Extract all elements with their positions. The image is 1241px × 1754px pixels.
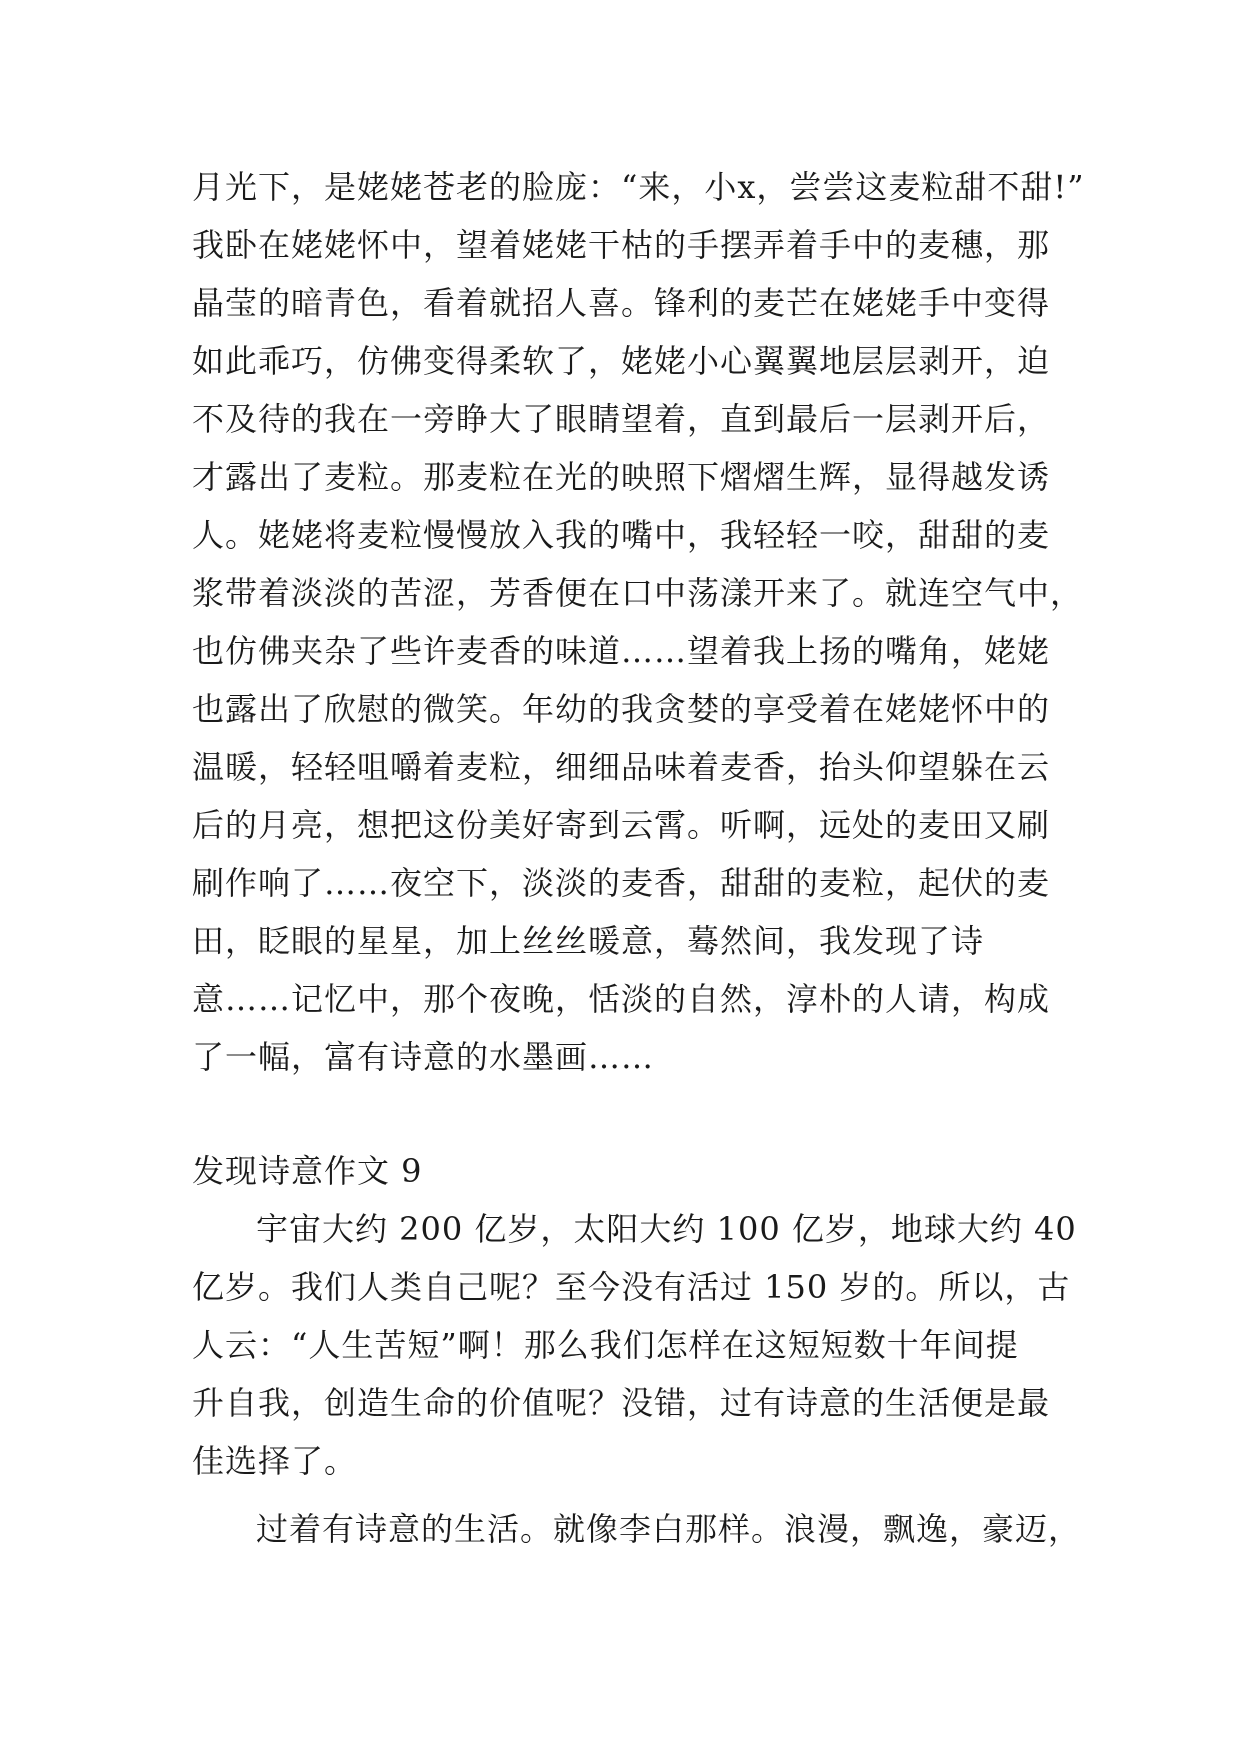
text-line: 也露出了欣慰的微笑。年幼的我贪婪的享受着在姥姥怀中的 [192,690,1051,728]
text-line: 也仿佛夹杂了些许麦香的味道……望着我上扬的嘴角，姥姥 [192,632,1051,670]
section-heading: 发现诗意作文 9 [192,1152,423,1190]
text-line: 田，眨眼的星星，加上丝丝暖意，蓦然间，我发现了诗 [192,922,985,960]
text-line: 月光下，是姥姥苍老的脸庞：“来，小x，尝尝这麦粒甜不甜!” [192,168,1085,206]
text-line: 晶莹的暗青色，看着就招人喜。锋利的麦芒在姥姥手中变得 [192,284,1051,322]
paragraph-poetic-life [192,1500,1082,1558]
paragraph-memory [192,158,1085,1086]
text-line: 不及待的我在一旁睁大了眼睛望着，直到最后一层剥开后， [192,400,1051,438]
text-line: 刷作响了……夜空下，淡淡的麦香，甜甜的麦粒，起伏的麦 [192,864,1051,902]
text-line: 我卧在姥姥怀中，望着姥姥干枯的手摆弄着手中的麦穗，那 [192,226,1051,264]
text-line: 后的月亮，想把这份美好寄到云霄。听啊，远处的麦田又刷 [192,806,1051,844]
text-line: 升自我，创造生命的价值呢？没错，过有诗意的生活便是最 [192,1384,1051,1422]
paragraph-universe [192,1200,1077,1490]
text-line: 过着有诗意的生活。就像李白那样。浪漫，飘逸，豪迈， [256,1510,1082,1548]
text-line: 如此乖巧，仿佛变得柔软了，姥姥小心翼翼地层层剥开，迫 [192,342,1051,380]
text-line: 了一幅，富有诗意的水墨画…… [192,1038,655,1076]
text-line: 人云：“人生苦短”啊！那么我们怎样在这短短数十年间提 [192,1326,1019,1364]
text-line: 佳选择了。 [192,1442,358,1480]
text-line: 浆带着淡淡的苦涩，芳香便在口中荡漾开来了。就连空气中， [192,574,1084,612]
text-line: 才露出了麦粒。那麦粒在光的映照下熠熠生辉，显得越发诱 [192,458,1051,496]
text-line: 亿岁。我们人类自己呢？至今没有活过 150 岁的。所以，古 [192,1268,1071,1306]
text-line: 温暖，轻轻咀嚼着麦粒，细细品味着麦香，抬头仰望躲在云 [192,748,1051,786]
text-line: 意……记忆中，那个夜晚，恬淡的自然，淳朴的人请，构成 [192,980,1051,1018]
text-line: 人。姥姥将麦粒慢慢放入我的嘴中，我轻轻一咬，甜甜的麦 [192,516,1051,554]
text-line: 宇宙大约 200 亿岁，太阳大约 100 亿岁，地球大约 40 [256,1210,1077,1248]
